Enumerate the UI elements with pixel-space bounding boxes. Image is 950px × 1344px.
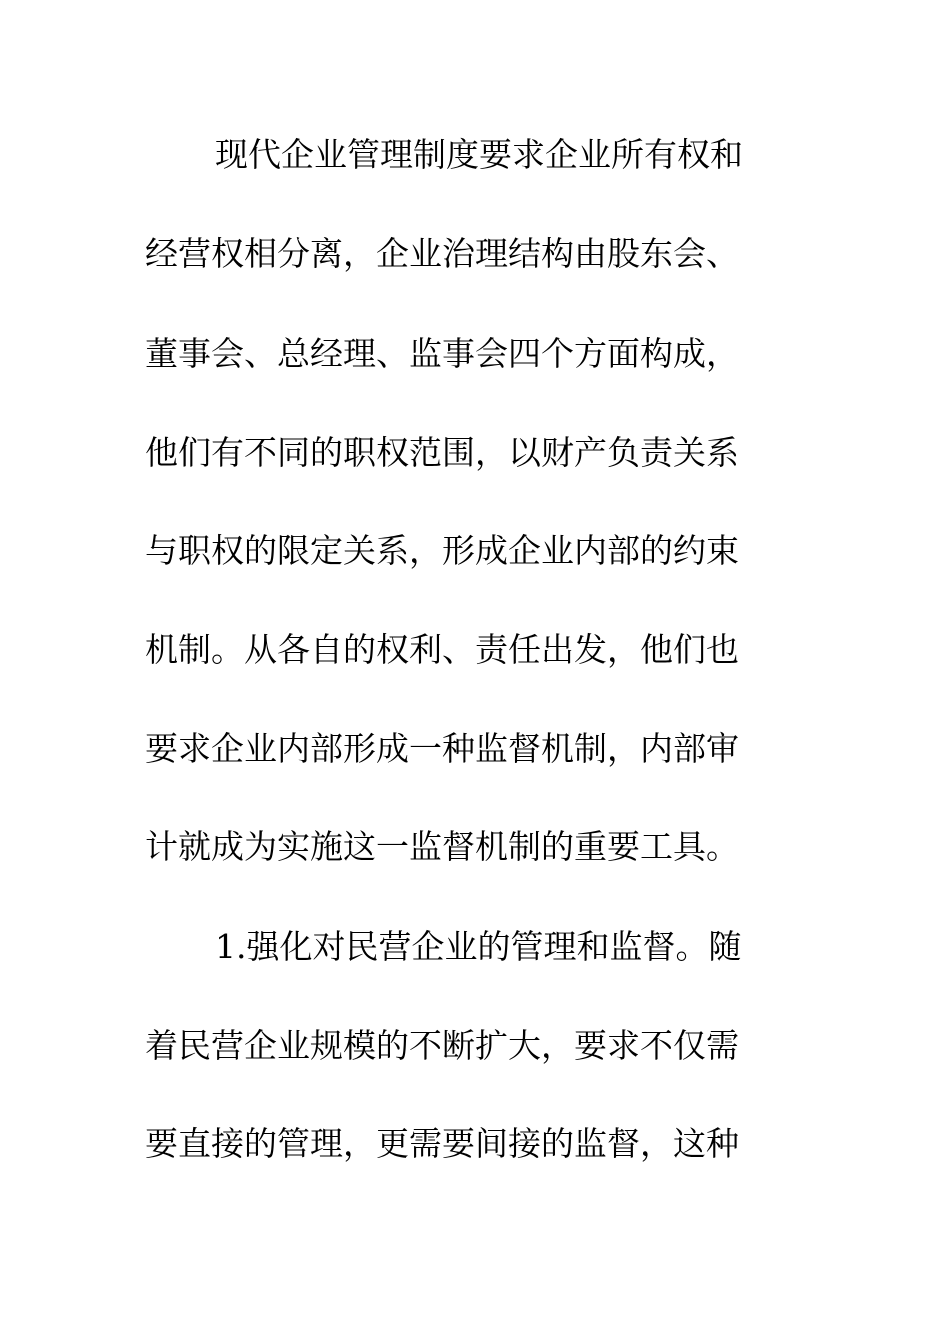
paragraph-2-line-1: 1.强化对民营企业的管理和监督。随 <box>215 927 742 966</box>
paragraph-1-line-7: 要求企业内部形成一种监督机制，内部审 <box>145 729 739 768</box>
paragraph-2-line-2: 着民营企业规模的不断扩大，要求不仅需 <box>145 1026 739 1065</box>
paragraph-1-line-1: 现代企业管理制度要求企业所有权和 <box>215 135 743 174</box>
paragraph-2-line-3: 要直接的管理，更需要间接的监督，这种 <box>145 1124 739 1163</box>
paragraph-1-line-3: 董事会、总经理、监事会四个方面构成， <box>145 334 739 373</box>
paragraph-1-line-5: 与职权的限定关系，形成企业内部的约束 <box>145 531 739 570</box>
paragraph-1-line-6: 机制。从各自的权利、责任出发，他们也 <box>145 630 739 669</box>
paragraph-1-line-2: 经营权相分离，企业治理结构由股东会、 <box>145 234 739 273</box>
paragraph-1-line-4: 他们有不同的职权范围，以财产负责关系 <box>145 433 739 472</box>
paragraph-1-line-8: 计就成为实施这一监督机制的重要工具。 <box>145 827 739 866</box>
